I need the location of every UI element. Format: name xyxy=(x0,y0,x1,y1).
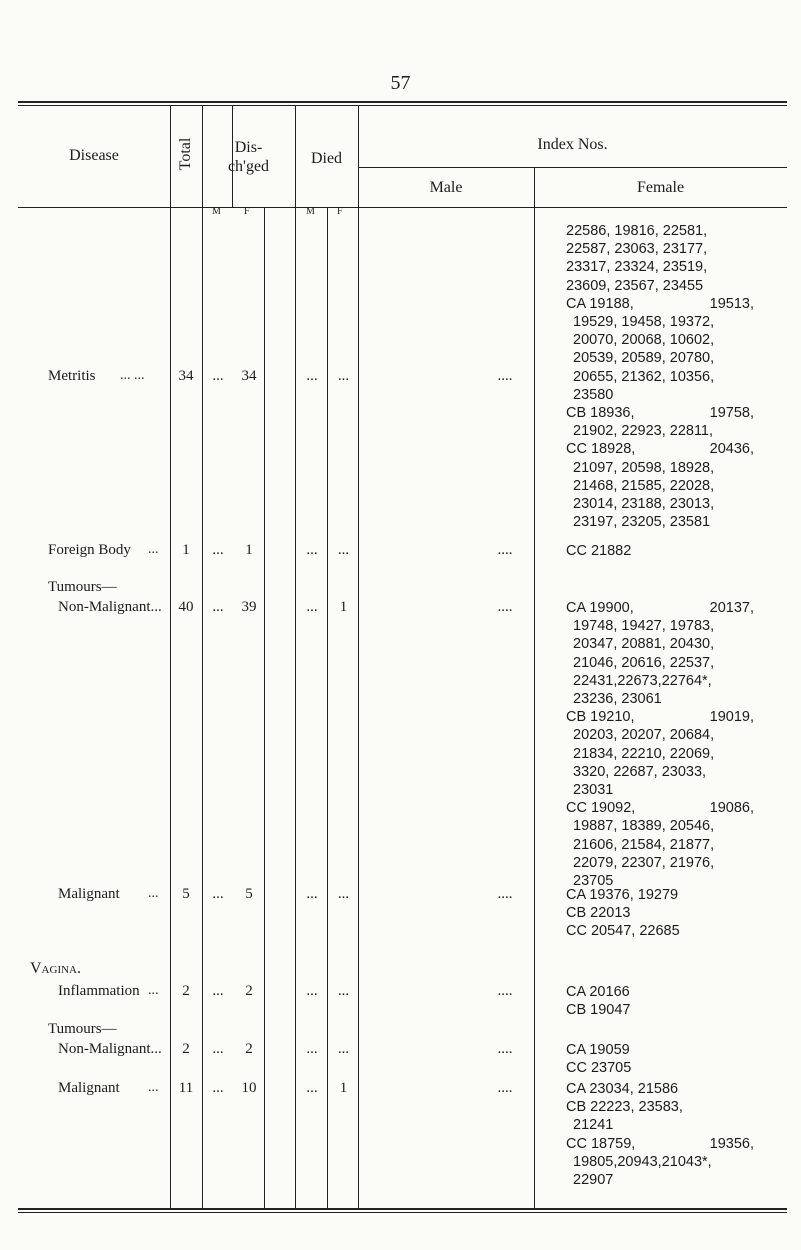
header-male: Male xyxy=(429,179,463,196)
index-line: 21834, 22210, 22069, xyxy=(573,745,715,762)
died-f-metritis: ... xyxy=(337,368,350,384)
died-m-vagina-non-malignant: ... xyxy=(306,1041,318,1057)
died-f-vagina-non-malignant: ... xyxy=(337,1041,350,1057)
index-line: 23236, 23061 xyxy=(573,691,662,708)
index-line: CA 19900, 20137, xyxy=(566,600,754,616)
col-rule xyxy=(534,168,535,1208)
index-line: 23580 xyxy=(573,386,614,403)
died-f-foreign-body: ... xyxy=(337,542,350,558)
header-rule xyxy=(18,207,787,208)
dis-f-foreign-body: 1 xyxy=(245,542,253,558)
dis-m-vagina-non-malignant: ... xyxy=(212,1041,224,1057)
heading-vagina: Vagina. xyxy=(30,960,81,977)
index-line: 20203, 20207, 20684, xyxy=(573,727,715,744)
index-line: 22587, 23063, 23177, xyxy=(566,241,708,258)
index-line: 20655, 21362, 10356, xyxy=(573,368,715,385)
header-died: Died xyxy=(310,150,343,167)
index-line: 23031 xyxy=(573,782,614,799)
index-line: 23014, 23188, 23013, xyxy=(573,496,715,513)
index-line: 21046, 20616, 22537, xyxy=(573,654,715,671)
died-m-foreign-body: ... xyxy=(306,542,318,558)
index-line: CC 19092, 19086, xyxy=(566,800,754,817)
col-rule xyxy=(170,106,171,1208)
female-index-vagina-malignant xyxy=(566,1080,766,1189)
header-index-nos: Index Nos. xyxy=(537,136,608,153)
sub-f-discharged: F xyxy=(244,206,251,217)
index-line: 20347, 20881, 20430, xyxy=(573,636,715,653)
index-line: CA 23034, 21586 xyxy=(566,1081,679,1097)
index-line: 21606, 21584, 21877, xyxy=(573,836,715,853)
col-rule xyxy=(264,207,265,1208)
index-line: CC 21882 xyxy=(566,543,632,559)
col-rule xyxy=(358,106,359,1208)
index-line: CB 22223, 23583, xyxy=(566,1099,683,1116)
index-line: CC 18759, 19356, xyxy=(566,1135,754,1152)
total-vagina-non-malignant: 2 xyxy=(182,1041,190,1057)
leader-dots: ... xyxy=(148,983,159,998)
page-number: 57 xyxy=(390,72,411,94)
index-line: 21097, 20598, 18928, xyxy=(573,459,715,476)
col-rule xyxy=(202,106,203,1208)
died-m-metritis: ... xyxy=(306,368,318,384)
index-line: 23197, 23205, 23581 xyxy=(573,514,711,531)
female-index-foreign-body xyxy=(566,542,766,560)
male-vagina-non-malignant: .... xyxy=(497,1041,513,1057)
dis-f-inflammation: 2 xyxy=(245,983,253,999)
leader-dots: ... xyxy=(148,886,159,901)
index-line: 23609, 23567, 23455 xyxy=(566,277,704,294)
male-metritis: .... xyxy=(497,368,513,384)
index-line: 21902, 22923, 22811, xyxy=(573,423,714,440)
index-line: 19529, 19458, 19372, xyxy=(573,314,715,331)
female-index-non-malignant xyxy=(566,599,766,890)
male-vagina-malignant: .... xyxy=(497,1080,513,1096)
died-m-non-malignant: ... xyxy=(306,599,318,615)
index-line: 20070, 20068, 10602, xyxy=(573,332,715,349)
male-malignant: .... xyxy=(497,886,513,902)
total-non-malignant: 40 xyxy=(178,599,194,615)
col-rule xyxy=(295,106,296,1208)
male-foreign-body: .... xyxy=(497,542,513,558)
total-vagina-malignant: 11 xyxy=(178,1080,194,1096)
index-line: CA 19376, 19279 xyxy=(566,887,679,903)
index-line: CC 20547, 22685 xyxy=(566,923,680,940)
dis-f-non-malignant: 39 xyxy=(241,599,257,615)
index-line: CC 23705 xyxy=(566,1060,632,1077)
index-line: CA 19059 xyxy=(566,1042,630,1058)
dis-f-vagina-malignant: 10 xyxy=(241,1080,257,1096)
header-discharged: Dis- ch'ged xyxy=(227,139,270,175)
dis-f-metritis: 34 xyxy=(241,368,257,384)
header-disease: Disease xyxy=(69,147,119,164)
index-line: 22586, 19816, 22581, xyxy=(566,223,708,239)
total-metritis: 34 xyxy=(178,368,194,384)
index-rule xyxy=(358,167,787,168)
top-rule-inner xyxy=(18,105,787,106)
female-index-malignant xyxy=(566,886,766,941)
male-non-malignant: .... xyxy=(497,599,513,615)
heading-tumours-vagina: Tumours— xyxy=(48,1021,117,1037)
female-index-inflammation xyxy=(566,983,766,1019)
dis-m-foreign-body: ... xyxy=(212,542,224,558)
row-label-foreign-body: Foreign Body xyxy=(48,542,131,558)
died-m-malignant: ... xyxy=(306,886,318,902)
col-rule xyxy=(327,207,328,1208)
bottom-rule xyxy=(18,1208,787,1210)
index-line: CB 22013 xyxy=(566,905,631,922)
index-line: 19887, 18389, 20546, xyxy=(573,818,715,835)
index-line: CB 19047 xyxy=(566,1002,631,1019)
male-inflammation: .... xyxy=(497,983,513,999)
row-label-malignant: Malignant xyxy=(58,886,120,902)
died-f-vagina-malignant: 1 xyxy=(339,1080,348,1096)
sub-m-discharged: M xyxy=(212,206,222,217)
index-line: 3320, 22687, 23033, xyxy=(573,763,707,780)
index-line: 19748, 19427, 19783, xyxy=(573,618,715,635)
female-index-vagina-non-malignant xyxy=(566,1041,766,1077)
row-label-vagina-non-malignant: Non-Malignant... xyxy=(58,1041,162,1057)
index-line: CA 20166 xyxy=(566,984,630,1000)
died-f-non-malignant: 1 xyxy=(339,599,348,615)
died-f-malignant: ... xyxy=(337,886,350,902)
heading-tumours: Tumours— xyxy=(48,579,117,595)
dis-m-metritis: ... xyxy=(212,368,224,384)
index-line: CB 19210, 19019, xyxy=(566,709,754,726)
sub-f-died: F xyxy=(337,206,344,217)
index-line: 22079, 22307, 21976, xyxy=(573,854,715,871)
dis-m-vagina-malignant: ... xyxy=(212,1080,224,1096)
total-malignant: 5 xyxy=(182,886,190,902)
row-label-metritis: Metritis xyxy=(48,368,96,384)
index-line: 20539, 20589, 20780, xyxy=(573,350,715,367)
header-female: Female xyxy=(636,179,685,196)
top-rule xyxy=(18,101,787,103)
dis-f-malignant: 5 xyxy=(245,886,253,902)
index-line: 19805,20943,21043*, xyxy=(573,1153,712,1170)
leader-dots: ... xyxy=(148,1080,159,1095)
female-index-metritis xyxy=(566,222,766,531)
leader-dots: ... xyxy=(148,542,159,557)
index-line: 22431,22673,22764*, xyxy=(573,672,712,689)
index-line: 22907 xyxy=(573,1172,614,1189)
total-inflammation: 2 xyxy=(182,983,190,999)
dis-m-inflammation: ... xyxy=(212,983,224,999)
died-m-vagina-malignant: ... xyxy=(306,1080,318,1096)
dis-m-malignant: ... xyxy=(212,886,224,902)
index-line: 21468, 21585, 22028, xyxy=(573,477,715,494)
died-m-inflammation: ... xyxy=(306,983,318,999)
dis-f-vagina-non-malignant: 2 xyxy=(245,1041,253,1057)
header-total: Total xyxy=(177,137,194,171)
index-line: CB 18936, 19758, xyxy=(566,405,754,422)
index-line: 21241 xyxy=(573,1117,614,1134)
died-f-inflammation: ... xyxy=(337,983,350,999)
index-line: CC 18928, 20436, xyxy=(566,441,754,458)
sub-m-died: M xyxy=(306,206,316,217)
row-label-vagina-malignant: Malignant xyxy=(58,1080,120,1096)
index-line: CA 19188, 19513, xyxy=(566,295,754,312)
index-line: 23317, 23324, 23519, xyxy=(566,259,708,276)
index-line: 23705 xyxy=(573,873,614,890)
leader-dots: ... ... xyxy=(120,368,145,383)
dis-m-non-malignant: ... xyxy=(212,599,224,615)
bottom-rule-inner xyxy=(18,1212,787,1213)
row-label-non-malignant: Non-Malignant... xyxy=(58,599,162,615)
total-foreign-body: 1 xyxy=(182,542,190,558)
row-label-inflammation: Inflammation xyxy=(58,983,140,999)
